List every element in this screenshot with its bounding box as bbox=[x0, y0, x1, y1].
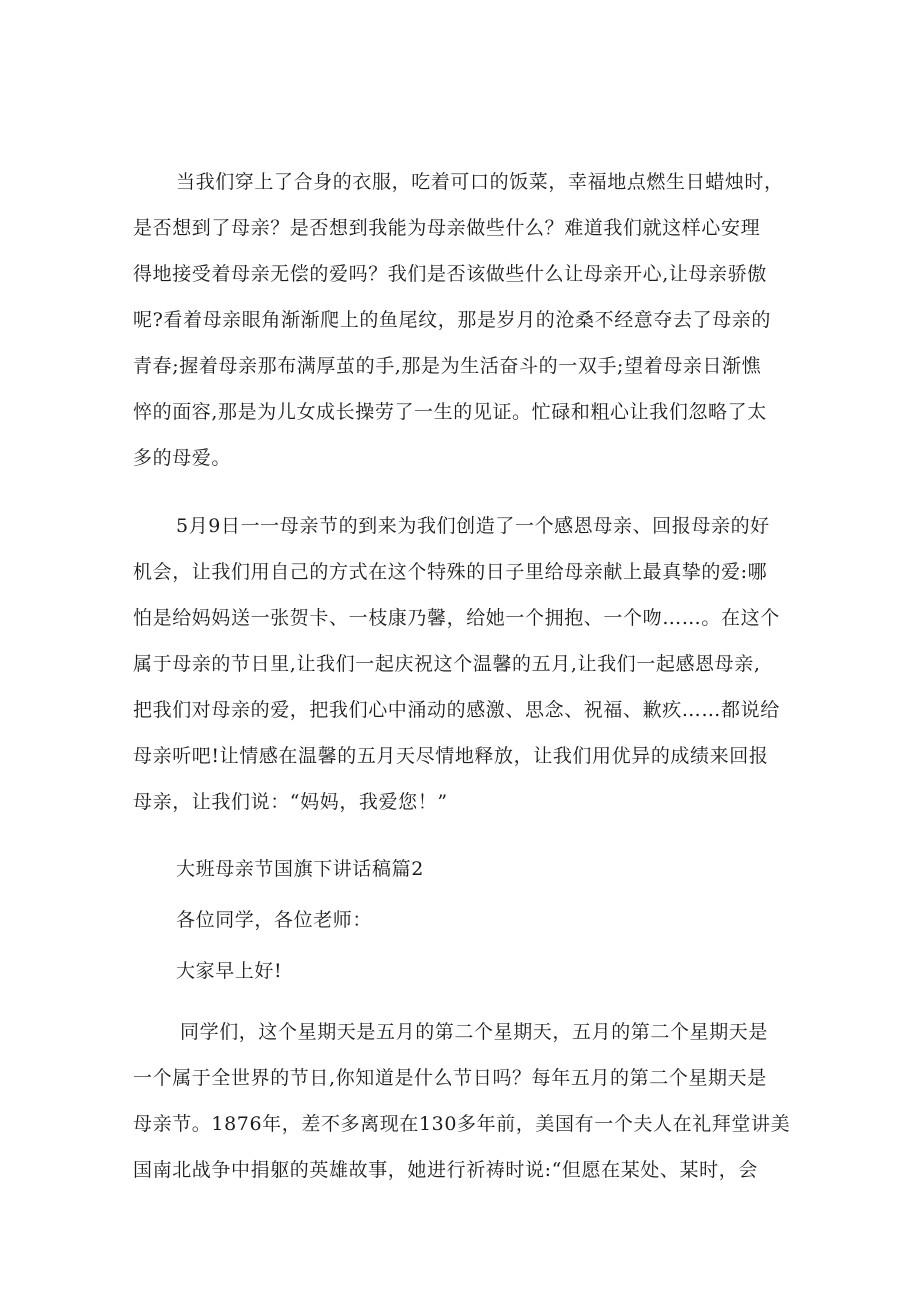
paragraph-line: 呢?看着母亲眼角渐渐爬上的鱼尾纹，那是岁月的沧桑不经意夺去了母亲的 bbox=[133, 309, 771, 331]
paragraph-line: 悴的面容,那是为儿女成长操劳了一生的见证。忙碌和粗心让我们忽略了太 bbox=[133, 401, 767, 423]
paragraph-line: 母亲听吧!让情感在温馨的五月天尽情地释放，让我们用优异的成绩来回报 bbox=[133, 745, 769, 767]
paragraph-line: 怕是给妈妈送一张贺卡、一枝康乃馨，给她一个拥抱、一个吻……。在这个 bbox=[133, 607, 780, 629]
paragraph-line: 母亲，让我们说：“妈妈，我爱您！” bbox=[133, 791, 448, 813]
paragraph-line: 5月9日一一母亲节的到来为我们创造了一个感恩母亲、回报母亲的好 bbox=[176, 515, 770, 537]
paragraph-line: 把我们对母亲的爱，把我们心中涌动的感激、思念、祝福、歉疚……都说给 bbox=[133, 699, 780, 721]
paragraph-line: 同学们，这个星期天是五月的第二个星期天，五月的第二个星期天是 bbox=[180, 1021, 769, 1043]
paragraph-line: 母亲节。1876年，差不多离现在130多年前，美国有一个夫人在礼拜堂讲美 bbox=[133, 1113, 791, 1135]
paragraph-line: 机会，让我们用自己的方式在这个特殊的日子里给母亲献上最真挚的爱:哪 bbox=[133, 561, 768, 583]
salutation-text: 各位同学，各位老师： bbox=[176, 909, 373, 931]
greeting-text: 大家早上好! bbox=[176, 960, 283, 982]
paragraph-line: 当我们穿上了合身的衣服，吃着可口的饭菜，幸福地点燃生日蜡烛时， bbox=[176, 171, 784, 193]
paragraph-line: 属于母亲的节日里,让我们一起庆祝这个温馨的五月,让我们一起感恩母亲, bbox=[133, 653, 761, 675]
paragraph-line: 国南北战争中捐躯的英雄故事，她进行祈祷时说:“但愿在某处、某时，会 bbox=[133, 1159, 758, 1181]
paragraph-line: 是否想到了母亲？是否想到我能为母亲做些什么？难道我们就这样心安理 bbox=[133, 217, 761, 239]
heading-text: 大班母亲节国旗下讲话稿篇2 bbox=[176, 858, 424, 880]
paragraph-line: 得地接受着母亲无偿的爱吗？我们是否该做些什么让母亲开心,让母亲骄傲 bbox=[133, 263, 767, 285]
paragraph-line: 青春;握着母亲那布满厚茧的手,那是为生活奋斗的一双手;望着母亲日渐憔 bbox=[133, 355, 762, 377]
paragraph-line: 一个属于全世界的节日,你知道是什么节日吗？每年五月的第二个星期天是 bbox=[133, 1067, 767, 1089]
paragraph-line: 多的母爱。 bbox=[133, 447, 232, 469]
